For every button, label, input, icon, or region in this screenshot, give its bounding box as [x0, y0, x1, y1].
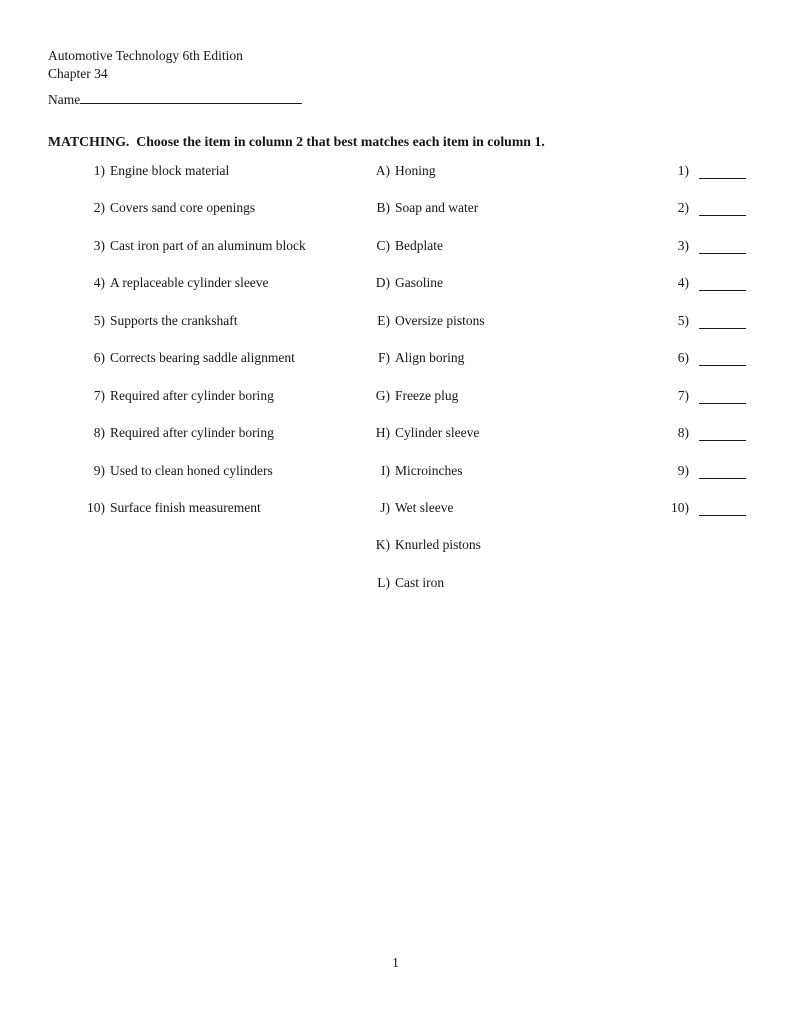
item-text: Surface finish measurement	[110, 499, 261, 515]
item-text: Used to clean honed cylinders	[110, 462, 273, 478]
answer-list	[653, 163, 746, 537]
column1-item	[70, 238, 306, 275]
item-text: Covers sand core openings	[110, 200, 256, 216]
column1-item	[70, 200, 306, 237]
item-number: 6)	[93, 350, 105, 366]
answer-number: 3)	[677, 237, 689, 253]
answer-row	[653, 200, 746, 237]
item-letter: B)	[376, 200, 390, 216]
answer-blank-line[interactable]	[699, 350, 746, 366]
column2-item	[358, 500, 485, 537]
answer-blank-line[interactable]	[699, 463, 746, 479]
column2-item	[358, 388, 485, 425]
answer-number: 4)	[677, 275, 689, 291]
item-letter: G)	[375, 387, 390, 403]
item-text: Cast iron part of an aluminum block	[110, 237, 306, 253]
answer-number: 5)	[677, 312, 689, 328]
column1-item	[70, 500, 306, 537]
item-text: Required after cylinder boring	[110, 425, 274, 441]
item-text: Corrects bearing saddle alignment	[110, 350, 295, 366]
item-number: 4)	[93, 275, 105, 291]
answer-number: 10)	[671, 499, 689, 515]
item-letter: L)	[377, 574, 390, 590]
answer-number: 2)	[677, 200, 689, 216]
item-number: 8)	[93, 425, 105, 441]
column2-item	[358, 463, 485, 500]
name-row	[48, 89, 302, 108]
answer-blank-line[interactable]	[699, 425, 746, 441]
answer-row	[653, 388, 746, 425]
answer-number: 1)	[677, 163, 689, 178]
item-text: Soap and water	[395, 200, 479, 216]
item-number: 10)	[87, 499, 105, 515]
item-letter: K)	[375, 537, 390, 553]
item-letter: D)	[375, 275, 390, 291]
column2-item	[358, 163, 485, 200]
answer-blank-line[interactable]	[699, 388, 746, 404]
item-number: 7)	[93, 387, 105, 403]
answer-number: 7)	[677, 387, 689, 403]
item-number: 5)	[93, 312, 105, 328]
name-input-line[interactable]	[80, 89, 302, 104]
column2-item	[358, 200, 485, 237]
document-header	[48, 47, 243, 82]
answer-blank-line[interactable]	[699, 500, 746, 516]
answer-number: 6)	[677, 350, 689, 366]
answer-blank-line[interactable]	[699, 313, 746, 329]
page-number: 1	[392, 955, 399, 970]
answer-blank-line[interactable]	[699, 200, 746, 216]
column1-item	[70, 388, 306, 425]
column2-item	[358, 313, 485, 350]
item-letter: C)	[376, 237, 390, 253]
item-text: Bedplate	[395, 237, 443, 253]
column1-item	[70, 275, 306, 312]
answer-row	[653, 163, 746, 200]
item-letter: A)	[375, 163, 390, 178]
answer-row	[653, 425, 746, 462]
column2-item	[358, 350, 485, 387]
item-text: Freeze plug	[395, 387, 459, 403]
item-text: Microinches	[395, 462, 463, 478]
item-text: Align boring	[395, 350, 465, 366]
answer-row	[653, 238, 746, 275]
answer-blank-line[interactable]	[699, 238, 746, 254]
answer-blank-line[interactable]	[699, 275, 746, 291]
item-text: Gasoline	[395, 275, 443, 291]
answer-number: 8)	[677, 425, 689, 441]
item-letter: F)	[377, 350, 390, 366]
item-text: Cast iron	[395, 574, 445, 590]
matching-instructions: MATCHING. Choose the item in column 2 that best matches each item in column 1.	[48, 134, 545, 149]
item-letter: H)	[375, 425, 390, 441]
column1-item	[70, 313, 306, 350]
item-letter: E)	[377, 312, 390, 328]
answer-row	[653, 350, 746, 387]
item-number: 9)	[93, 462, 105, 478]
answer-number: 9)	[677, 462, 689, 478]
column1-item	[70, 425, 306, 462]
item-number: 3)	[93, 237, 105, 253]
item-text: Cylinder sleeve	[395, 425, 480, 441]
column2-list	[358, 163, 485, 612]
answer-row	[653, 500, 746, 537]
answer-blank-line[interactable]	[699, 163, 746, 179]
item-letter: J)	[380, 499, 390, 515]
item-letter: I)	[381, 462, 390, 478]
item-text: Supports the crankshaft	[110, 312, 238, 328]
item-text: Engine block material	[110, 163, 230, 178]
name-label: Name	[48, 92, 81, 107]
column1-list	[70, 163, 306, 537]
chapter-title: Chapter 34	[48, 65, 108, 81]
column2-item	[358, 575, 485, 612]
answer-row	[653, 463, 746, 500]
item-text: Knurled pistons	[395, 537, 481, 553]
column2-item	[358, 425, 485, 462]
column1-item	[70, 163, 306, 200]
item-text: Required after cylinder boring	[110, 387, 274, 403]
book-title: Automotive Technology 6th Edition	[48, 48, 243, 63]
item-text: Honing	[395, 163, 436, 178]
item-number: 1)	[93, 163, 105, 178]
answer-row	[653, 313, 746, 350]
item-text: A replaceable cylinder sleeve	[110, 275, 269, 291]
column2-item	[358, 275, 485, 312]
item-text: Wet sleeve	[395, 499, 454, 515]
column2-item	[358, 537, 485, 574]
answer-row	[653, 275, 746, 312]
column1-item	[70, 350, 306, 387]
column2-item	[358, 238, 485, 275]
column1-item	[70, 463, 306, 500]
item-text: Oversize pistons	[395, 312, 485, 328]
item-number: 2)	[93, 200, 105, 216]
